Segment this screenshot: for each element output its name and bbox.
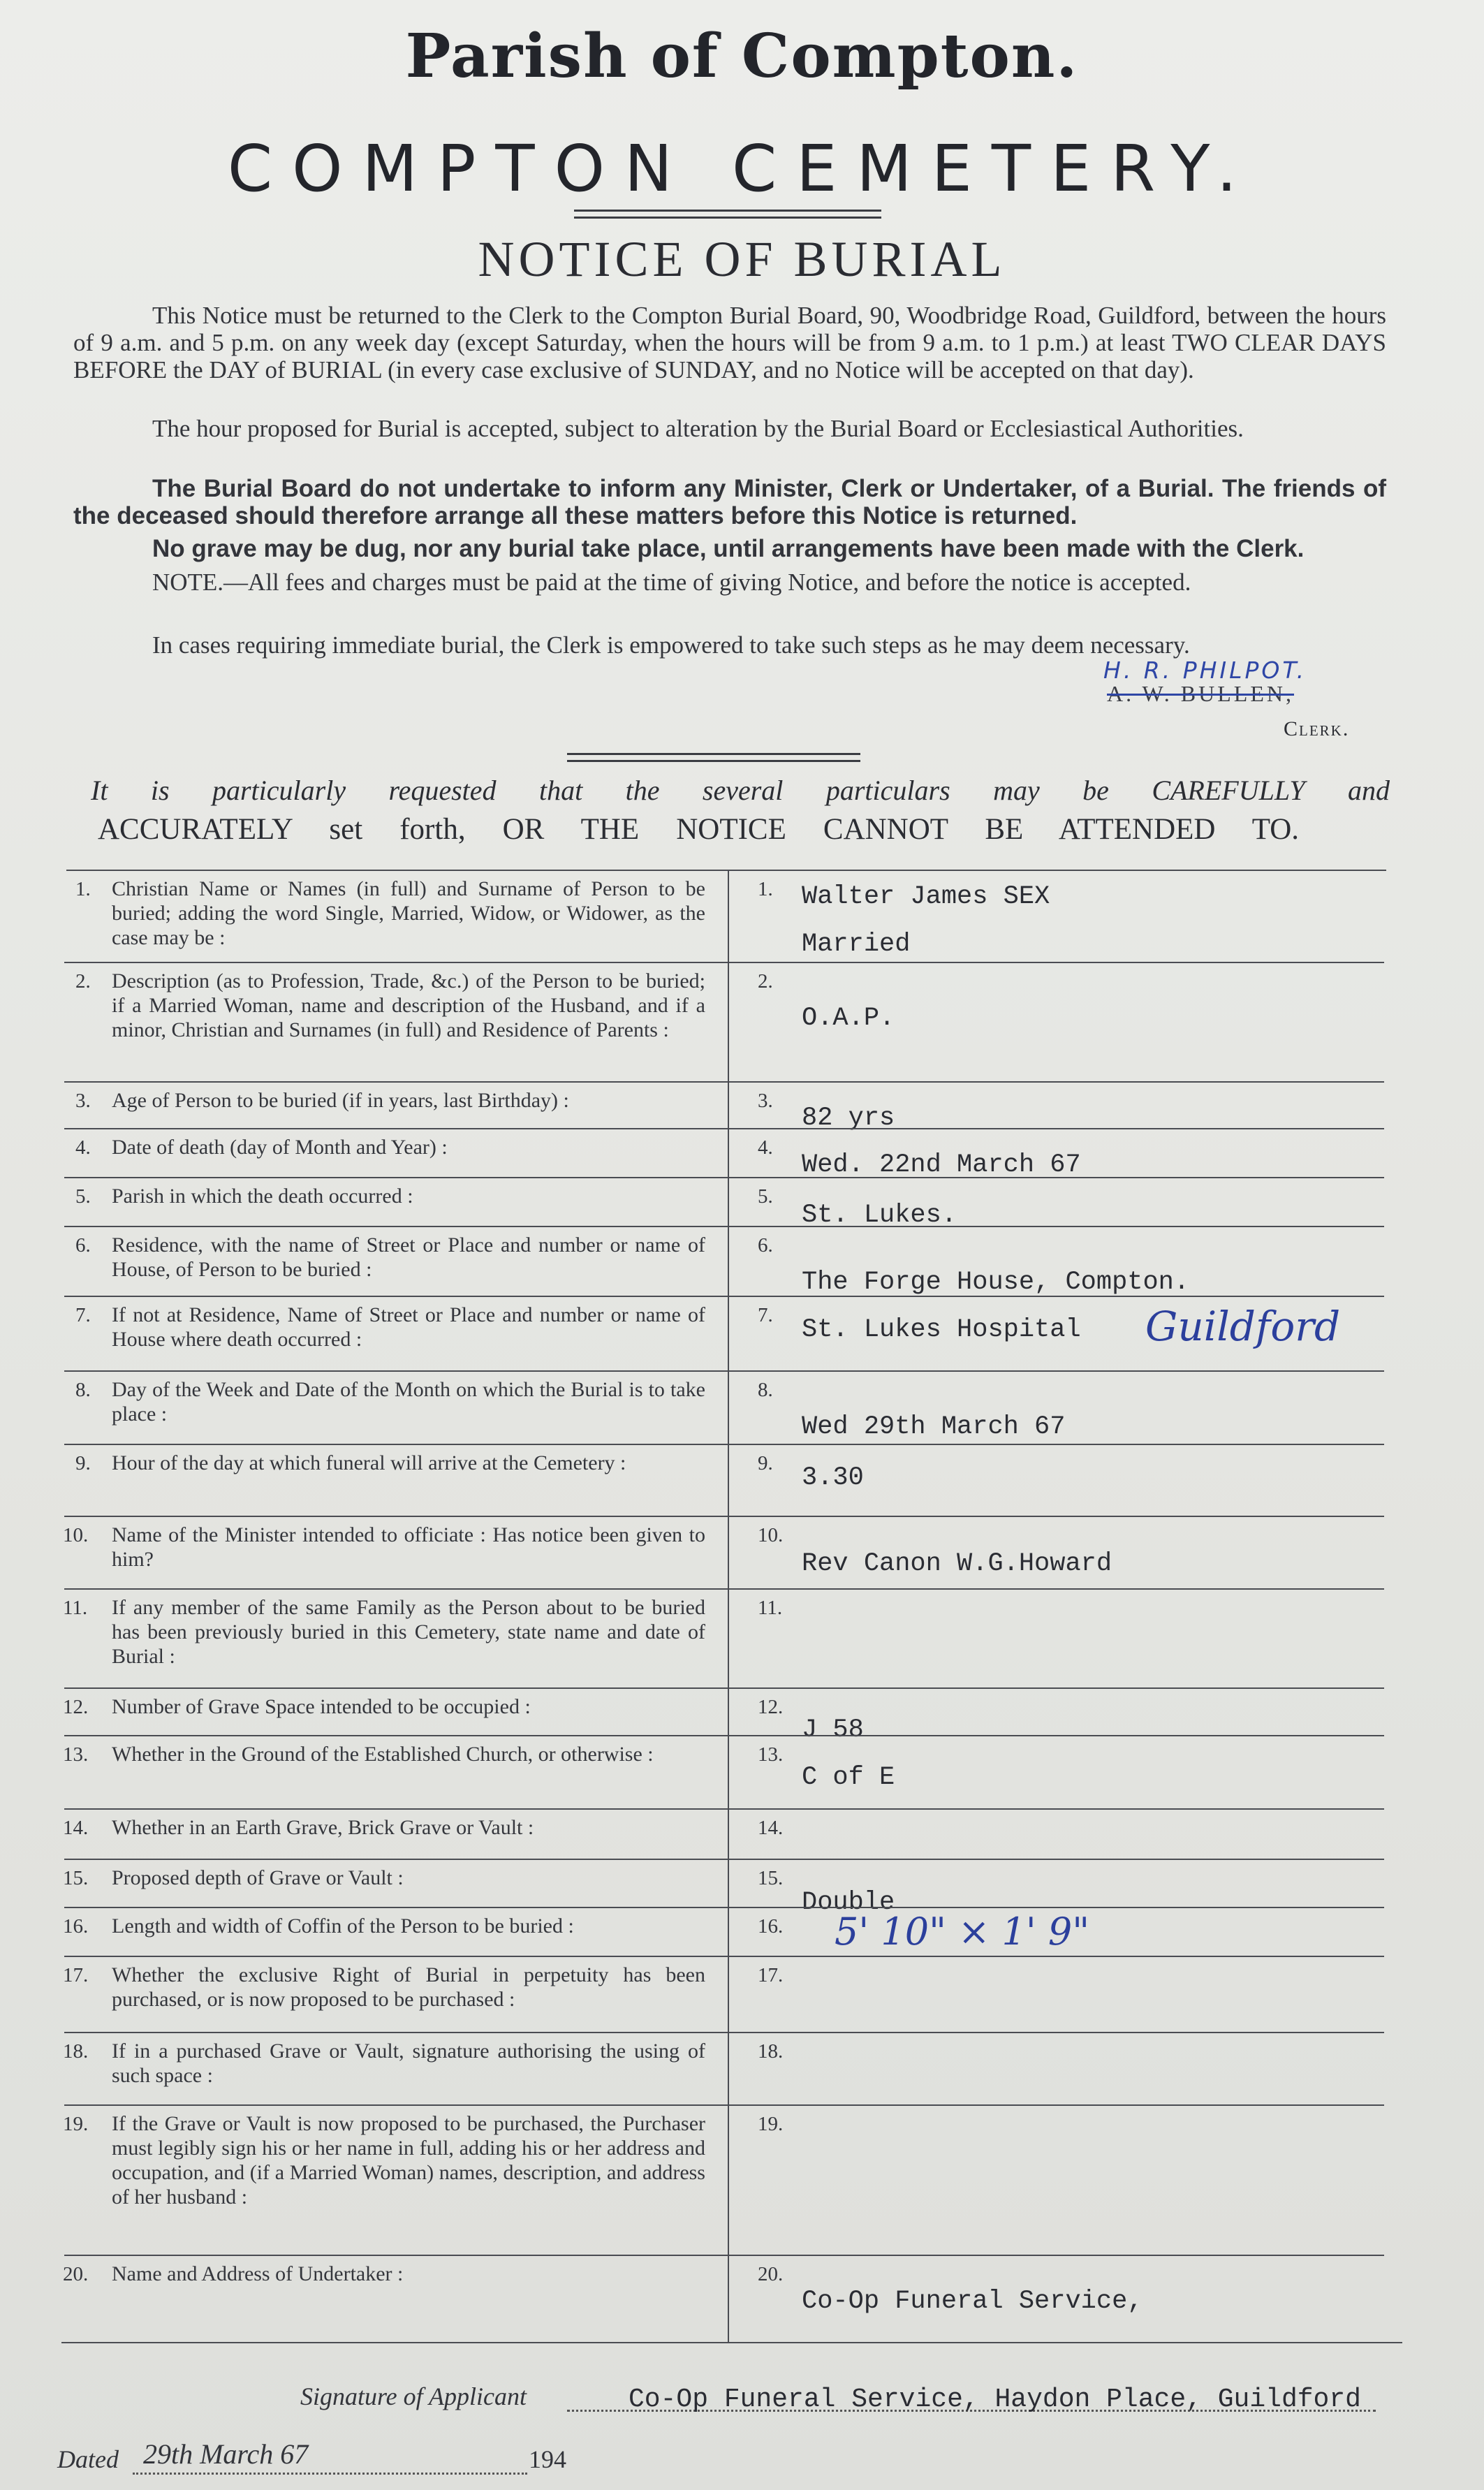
column-divider <box>728 2255 729 2342</box>
handwritten-answer[interactable]: 5' 10" × 1' 9" <box>835 1910 1090 1954</box>
row-label: Whether the exclusive Right of Burial in perpetuity has been purchased, or is now proposed to be purchased : <box>112 1963 705 2011</box>
row-number: 18. <box>63 2040 89 2063</box>
column-divider <box>728 1177 729 1226</box>
row-top-rule <box>66 870 1386 871</box>
answer-number: 18. <box>758 2040 784 2063</box>
instructions-paragraph-6: In cases requiring immediate burial, the Clerk is empowered to take such steps as he may deem necessary. <box>152 631 1190 659</box>
row-label: If the Grave or Vault is now proposed to be purchased, the Purchaser must legibly sign his or her name in full, adding his or her address and occupation, and (if a Married Woman) names, description, and address of her husband : <box>112 2112 705 2209</box>
column-divider <box>728 870 729 962</box>
row-number: 19. <box>63 2113 89 2135</box>
answer-number: 14. <box>758 1817 784 1839</box>
answer-number: 17. <box>758 1964 784 1986</box>
answer-field-line-2[interactable]: Married <box>802 930 911 959</box>
row-top-rule <box>64 1735 1384 1736</box>
instructions-paragraph-3: The Burial Board do not undertake to inform any Minister, Clerk or Undertaker, of a Burial. The friends of the deceased should therefore arrange all these matters before this Notice is returned. <box>73 475 1386 529</box>
column-divider <box>728 1859 729 1907</box>
answer-field[interactable]: C of E <box>802 1763 895 1792</box>
answer-number: 4. <box>758 1136 773 1159</box>
instructions-paragraph-1: This Notice must be returned to the Clerk to the Compton Burial Board, 90, Woodbridge Road, Guildford, between the hours of 9 a.m. and 5 p.m. on any week day (except Saturday, when the hours will be from 9 a.m. to 1 p.m.) at least TWO CLEAR DAYS BEFORE the DAY of BURIAL (in every case exclusive of SUNDAY, and no Notice will be accepted on that day). <box>73 302 1386 383</box>
answer-number: 20. <box>758 2263 784 2285</box>
signature-value[interactable]: Co-Op Funeral Service, Haydon Place, Guildford <box>629 2385 1361 2415</box>
answer-number: 3. <box>758 1090 773 1112</box>
row-number: 14. <box>63 1817 89 1839</box>
parish-heading: Parish of Compton. <box>405 21 1079 91</box>
column-divider <box>728 1588 729 1687</box>
row-label: If any member of the same Family as the Person about to be buried has been previously buried in this Cemetery, state name and date of Burial : <box>112 1596 705 1668</box>
answer-field[interactable]: Walter James SEX <box>802 882 1050 911</box>
answer-field[interactable]: J 58 <box>802 1715 864 1745</box>
row-number: 5. <box>75 1185 91 1208</box>
row-top-rule <box>64 1370 1384 1372</box>
cemetery-heading: COMPTON CEMETERY. <box>227 131 1257 206</box>
row-top-rule <box>64 1588 1384 1590</box>
row-number: 2. <box>75 970 91 993</box>
row-top-rule <box>64 2255 1384 2256</box>
dated-value[interactable]: 29th March 67 <box>143 2438 309 2470</box>
answer-number: 15. <box>758 1867 784 1889</box>
row-number: 7. <box>75 1304 91 1326</box>
answer-field[interactable]: Wed 29th March 67 <box>802 1412 1066 1442</box>
row-label: If not at Residence, Name of Street or Place and number or name of House where death occurred : <box>112 1303 705 1351</box>
row-label: Age of Person to be buried (if in years, last Birthday) : <box>112 1089 569 1112</box>
row-top-rule <box>64 1128 1384 1129</box>
page-title: NOTICE OF BURIAL <box>478 231 1006 287</box>
column-divider <box>728 2032 729 2104</box>
row-label: Hour of the day at which funeral will arrive at the Cemetery : <box>112 1451 626 1474</box>
row-top-rule <box>64 1956 1384 1957</box>
column-divider <box>728 1956 729 2032</box>
answer-number: 10. <box>758 1524 784 1546</box>
row-number: 15. <box>63 1867 89 1889</box>
instructions-paragraph-4: No grave may be dug, nor any burial take place, until arrangements have been made with the Clerk. <box>152 535 1305 562</box>
row-top-rule <box>64 1081 1384 1083</box>
title-divider <box>574 210 881 219</box>
answer-field[interactable]: 82 yrs <box>802 1104 895 1133</box>
row-label: Christian Name or Names (in full) and Surname of Person to be buried; adding the word Single, Married, Widow, or Widower, as the case may be : <box>112 877 705 949</box>
answer-field[interactable]: O.A.P. <box>802 1004 895 1033</box>
column-divider <box>728 962 729 1081</box>
answer-number: 19. <box>758 2113 784 2135</box>
answer-number: 7. <box>758 1304 773 1326</box>
dated-line <box>133 2473 527 2475</box>
answer-number: 8. <box>758 1379 773 1401</box>
column-divider <box>728 1226 729 1296</box>
column-divider <box>728 1687 729 1735</box>
row-label: Length and width of Coffin of the Person to be buried : <box>112 1914 574 1938</box>
column-divider <box>728 1370 729 1444</box>
answer-number: 1. <box>758 878 773 900</box>
answer-number: 5. <box>758 1185 773 1208</box>
instructions-paragraph-5: NOTE.—All fees and charges must be paid at the time of giving Notice, and before the notice is accepted. <box>152 569 1191 596</box>
answer-field[interactable]: St. Lukes Hospital <box>802 1315 1081 1345</box>
column-divider <box>728 1128 729 1177</box>
table-bottom-rule <box>61 2342 1402 2343</box>
answer-number: 11. <box>758 1597 783 1619</box>
row-number: 20. <box>63 2263 89 2285</box>
answer-number: 9. <box>758 1452 773 1474</box>
clerk-title: Clerk. <box>1284 717 1350 740</box>
row-top-rule <box>64 1687 1384 1689</box>
answer-field[interactable]: Wed. 22nd March 67 <box>802 1150 1081 1180</box>
column-divider <box>728 1907 729 1956</box>
column-divider <box>728 1296 729 1370</box>
row-label: Date of death (day of Month and Year) : <box>112 1136 448 1159</box>
signature-label: Signature of Applicant <box>300 2382 527 2410</box>
row-number: 13. <box>63 1743 89 1766</box>
row-label: Proposed depth of Grave or Vault : <box>112 1866 404 1889</box>
row-number: 16. <box>63 1915 89 1938</box>
column-divider <box>728 1516 729 1588</box>
answer-field[interactable]: Double <box>802 1888 895 1917</box>
row-label: If in a purchased Grave or Vault, signature authorising the using of such space : <box>112 2039 705 2087</box>
clerk-signature-struck: A. W. BULLEN, <box>1107 681 1294 706</box>
row-number: 6. <box>75 1234 91 1257</box>
column-divider <box>728 2104 729 2255</box>
answer-number: 6. <box>758 1234 773 1257</box>
row-top-rule <box>64 1177 1384 1178</box>
column-divider <box>728 1444 729 1516</box>
column-divider <box>728 1808 729 1859</box>
answer-number: 16. <box>758 1915 784 1938</box>
answer-field[interactable]: Rev Canon W.G.Howard <box>802 1549 1112 1579</box>
row-top-rule <box>64 1444 1384 1445</box>
answer-field[interactable]: 3.30 <box>802 1463 864 1493</box>
answer-number: 12. <box>758 1696 784 1718</box>
row-label: Number of Grave Space intended to be occupied : <box>112 1695 531 1718</box>
row-number: 11. <box>63 1597 88 1619</box>
answer-field[interactable]: Co-Op Funeral Service, <box>802 2287 1143 2316</box>
dated-label: Dated <box>57 2445 119 2473</box>
row-label: Description (as to Profession, Trade, &c.) of the Person to be buried; if a Married Woman, name and description of the Husband, and if a minor, Christian and Surnames (in full) and Residence of Parents : <box>112 969 705 1041</box>
answer-field[interactable]: St. Lukes. <box>802 1201 957 1230</box>
answer-number: 2. <box>758 970 773 993</box>
row-label: Whether in an Earth Grave, Brick Grave or Vault : <box>112 1816 534 1839</box>
row-top-rule <box>64 962 1384 963</box>
request-line-2: ACCURATELY set forth, OR THE NOTICE CANNOT BE ATTENDED TO. <box>98 813 1299 846</box>
year-suffix: 194 <box>529 2445 566 2473</box>
column-divider <box>728 1735 729 1808</box>
column-divider <box>728 1081 729 1128</box>
row-label: Name of the Minister intended to officiate : Has notice been given to him? <box>112 1523 705 1571</box>
row-top-rule <box>64 1516 1384 1517</box>
row-label: Day of the Week and Date of the Month on which the Burial is to take place : <box>112 1378 705 1426</box>
row-number: 9. <box>75 1452 91 1474</box>
request-line-1: It is particularly requested that the several particulars may be CAREFULLY and <box>91 775 1390 806</box>
row-top-rule <box>64 1296 1384 1297</box>
answer-field[interactable]: The Forge House, Compton. <box>802 1268 1190 1297</box>
row-number: 10. <box>63 1524 89 1546</box>
answer-number: 13. <box>758 1743 784 1766</box>
row-top-rule <box>64 1808 1384 1810</box>
row-label: Residence, with the name of Street or Place and number or name of House, of Person to be buried : <box>112 1233 705 1281</box>
instructions-paragraph-2: The hour proposed for Burial is accepted, subject to alteration by the Burial Board or Ecclesiastical Authorities. <box>152 415 1244 442</box>
row-number: 4. <box>75 1136 91 1159</box>
row-top-rule <box>64 1226 1384 1227</box>
row-top-rule <box>64 2032 1384 2033</box>
row-number: 1. <box>75 878 91 900</box>
row-label: Name and Address of Undertaker : <box>112 2262 404 2285</box>
row-number: 8. <box>75 1379 91 1401</box>
row-top-rule <box>64 2104 1384 2106</box>
row-top-rule <box>64 1907 1384 1908</box>
row-label: Whether in the Ground of the Established Church, or otherwise : <box>112 1743 654 1766</box>
handwritten-answer[interactable]: Guildford <box>1145 1303 1341 1350</box>
request-divider <box>567 753 860 762</box>
row-number: 3. <box>75 1090 91 1112</box>
row-number: 12. <box>63 1696 89 1718</box>
row-label: Parish in which the death occurred : <box>112 1185 413 1208</box>
row-top-rule <box>64 1859 1384 1860</box>
row-number: 17. <box>63 1964 89 1986</box>
clerk-signature-handwritten: H. R. PHILPOT. <box>1103 657 1307 684</box>
